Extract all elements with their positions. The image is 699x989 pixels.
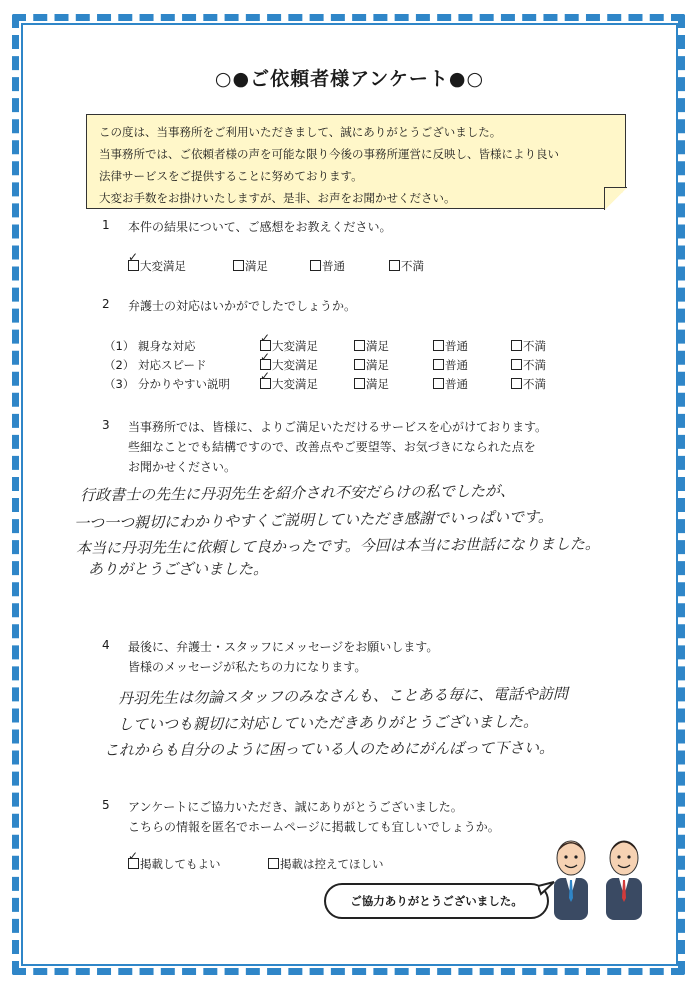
option-label: 不満 <box>523 339 546 353</box>
question-4 <box>102 638 439 655</box>
handwritten-answer-line: 丹羽先生は勿論スタッフのみなさんも、ことある毎に、電話や訪問 <box>117 684 569 708</box>
q1-option-4[interactable] <box>389 258 424 274</box>
check-mark-icon: ✓ <box>260 331 271 345</box>
question-number: 5 <box>102 798 110 812</box>
option-label: 掲載は控えてほしい <box>280 857 384 871</box>
q2-row-label: （2） 対応スピード <box>104 358 207 372</box>
q2-row3-option-4[interactable] <box>511 376 546 392</box>
intro-box <box>86 114 626 209</box>
handwritten-answer-line: ありがとうございました。 <box>88 560 269 578</box>
handwritten-answer-line: これからも自分のように困っている人のためにがんばって下さい。 <box>103 738 555 760</box>
speech-bubble-tail-icon <box>538 880 556 896</box>
q5-option-1[interactable] <box>128 856 221 872</box>
question-text: こちらの情報を匿名でホームページに掲載しても宜しいでしょうか。 <box>128 820 500 834</box>
question-5 <box>102 798 463 815</box>
checkbox[interactable] <box>354 378 365 389</box>
option-label: 大変満足 <box>272 339 318 353</box>
option-label: 不満 <box>523 358 546 372</box>
option-label: 満足 <box>245 259 268 273</box>
question-number: 2 <box>102 297 110 311</box>
staff-illustration <box>542 826 660 926</box>
question-text: 最後に、弁護士・スタッフにメッセージをお願いします。 <box>128 640 439 654</box>
intro-line: 当事務所では、ご依頼者様の声を可能な限り今後の事務所運営に反映し、皆様により良い <box>99 147 559 161</box>
handwritten-answer-line: 一つ一つ親切にわかりやすくご説明していただき感謝でいっぱいです。 <box>73 507 553 533</box>
checkbox[interactable] <box>268 858 279 869</box>
handwritten-answer-line: していつも親切に対応していただきありがとうございました。 <box>117 712 539 734</box>
option-label: 大変満足 <box>272 377 318 391</box>
option-label: 掲載してもよい <box>140 857 221 871</box>
option-label: 普通 <box>322 259 345 273</box>
question-text: 本件の結果について、ご感想をお教えください。 <box>128 220 392 234</box>
intro-line: この度は、当事務所をご利用いただきまして、誠にありがとうございました。 <box>99 125 502 139</box>
option-label: 不満 <box>401 259 424 273</box>
q2-row2-option-2[interactable] <box>354 357 389 373</box>
question-3 <box>102 418 548 435</box>
option-label: 普通 <box>445 339 468 353</box>
checkbox[interactable] <box>310 260 321 271</box>
question-text: 些細なことでも結構ですので、改善点やご要望等、お気づきになられた点を <box>128 440 536 454</box>
q1-option-2[interactable] <box>233 258 268 274</box>
staff-person-right-icon <box>606 841 642 920</box>
question-number: 3 <box>102 418 110 432</box>
checkbox[interactable] <box>233 260 244 271</box>
q2-row1-option-3[interactable] <box>433 338 468 354</box>
question-number: 1 <box>102 218 110 232</box>
option-label: 満足 <box>366 377 389 391</box>
checkbox[interactable] <box>511 378 522 389</box>
option-label: 大変満足 <box>140 259 186 273</box>
intro-line: 大変お手数をお掛けいたしますが、是非、お声をお聞かせください。 <box>99 191 456 205</box>
check-mark-icon: ✓ <box>128 250 139 264</box>
q2-row1-option-4[interactable] <box>511 338 546 354</box>
staff-person-left-icon <box>554 841 588 920</box>
q2-row3-option-2[interactable] <box>354 376 389 392</box>
question-2 <box>102 297 357 314</box>
option-label: 普通 <box>445 358 468 372</box>
option-label: 満足 <box>366 358 389 372</box>
check-mark-icon: ✓ <box>260 369 271 383</box>
checkbox[interactable] <box>511 359 522 370</box>
question-text: 弁護士の対応はいかがでしたでしょうか。 <box>128 299 357 313</box>
handwritten-answer-line: 本当に丹羽先生に依頼して良かったです。今回は本当にお世話になりました。 <box>75 534 600 558</box>
q2-row2-option-4[interactable] <box>511 357 546 373</box>
check-mark-icon: ✓ <box>260 350 271 364</box>
page-title: ○●ご依頼者様アンケート●○ <box>214 68 485 90</box>
q1-option-3[interactable] <box>310 258 345 274</box>
thanks-text: ご協力ありがとうございました。 <box>350 894 523 908</box>
q2-row-label: （3） 分かりやすい説明 <box>104 377 230 391</box>
question-text: 皆様のメッセージが私たちの力になります。 <box>128 660 367 674</box>
question-1 <box>102 218 392 235</box>
question-text: 当事務所では、皆様に、よりご満足いただけるサービスを心がけております。 <box>128 420 548 434</box>
q5-option-2[interactable] <box>268 856 384 872</box>
checkbox[interactable] <box>389 260 400 271</box>
q2-row-label: （1） 親身な対応 <box>104 339 196 353</box>
check-mark-icon: ✓ <box>128 849 139 863</box>
checkbox[interactable] <box>433 340 444 351</box>
page-curl-icon <box>604 187 627 210</box>
handwritten-answer-line: 行政書士の先生に丹羽先生を紹介され不安だらけの私でしたが、 <box>79 481 516 505</box>
question-number: 4 <box>102 638 110 652</box>
q2-row1-option-2[interactable] <box>354 338 389 354</box>
option-label: 大変満足 <box>272 358 318 372</box>
option-label: 普通 <box>445 377 468 391</box>
checkbox[interactable] <box>354 340 365 351</box>
intro-line: 法律サービスをご提供することに努めております。 <box>99 169 363 183</box>
q2-row2-option-3[interactable] <box>433 357 468 373</box>
q2-row3-option-3[interactable] <box>433 376 468 392</box>
question-text: アンケートにご協力いただき、誠にありがとうございました。 <box>128 800 463 814</box>
option-label: 満足 <box>366 339 389 353</box>
thanks-speech-bubble <box>324 883 549 919</box>
checkbox[interactable] <box>433 359 444 370</box>
checkbox[interactable] <box>354 359 365 370</box>
question-text: お聞かせください。 <box>128 460 237 474</box>
checkbox[interactable] <box>511 340 522 351</box>
option-label: 不満 <box>523 377 546 391</box>
checkbox[interactable] <box>433 378 444 389</box>
